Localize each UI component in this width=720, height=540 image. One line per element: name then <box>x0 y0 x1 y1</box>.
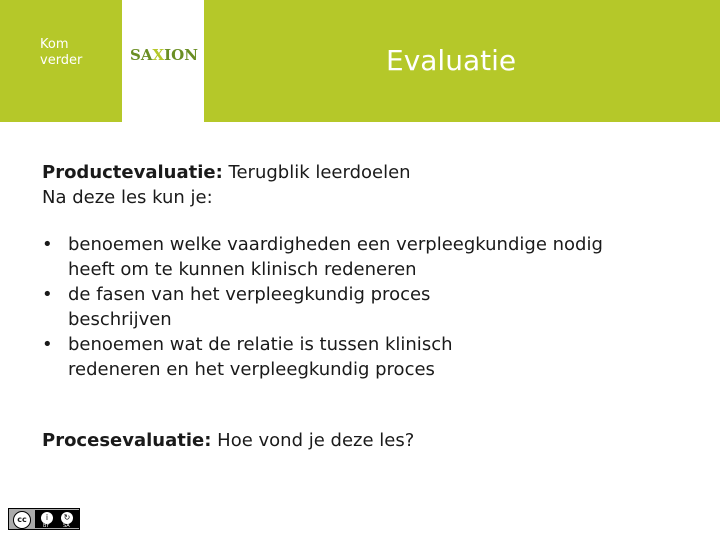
list-item: • benoemen welke vaardigheden een verpleegkundige nodig heeft om te kunnen klinisch redeneren <box>42 234 603 280</box>
cc-license-badge[interactable] <box>8 508 80 530</box>
kom-verder-logo <box>40 37 82 69</box>
intro-line: Na deze les kun je: <box>42 187 213 208</box>
process-evaluation-label: Procesevaluatie: <box>42 430 212 451</box>
by-tag: BY <box>43 523 50 529</box>
slide-title: Evaluatie <box>386 44 517 77</box>
process-evaluation-text: Hoe vond je deze les? <box>211 430 415 451</box>
product-evaluation-line <box>42 160 682 185</box>
saxion-logo: SAXION <box>130 46 198 64</box>
logo-line-1: Kom <box>40 37 69 52</box>
bullet-icon: • <box>42 284 53 305</box>
bullet-icon: • <box>42 234 53 255</box>
license-strip <box>35 510 79 528</box>
list-item: • de fasen van het verpleegkundig proces beschrijven <box>42 284 431 330</box>
sa-tag: SA <box>63 523 70 529</box>
share-alike-icon: ↻ <box>61 512 73 524</box>
product-evaluation-label: Productevaluatie: <box>42 162 223 183</box>
saxion-logo-box <box>122 0 204 122</box>
product-evaluation-text: Terugblik leerdoelen <box>222 162 411 183</box>
bullet-icon: • <box>42 334 53 355</box>
creative-commons-icon: cc <box>13 511 31 529</box>
attribution-icon: i <box>41 512 53 524</box>
objectives-intro <box>42 160 682 210</box>
logo-line-2: verder <box>40 53 83 68</box>
process-evaluation-line <box>42 428 414 453</box>
list-item: • benoemen wat de relatie is tussen klinisch redeneren en het verpleegkundig proces <box>42 334 453 380</box>
objectives-list <box>42 232 682 382</box>
header-bar <box>0 0 720 122</box>
